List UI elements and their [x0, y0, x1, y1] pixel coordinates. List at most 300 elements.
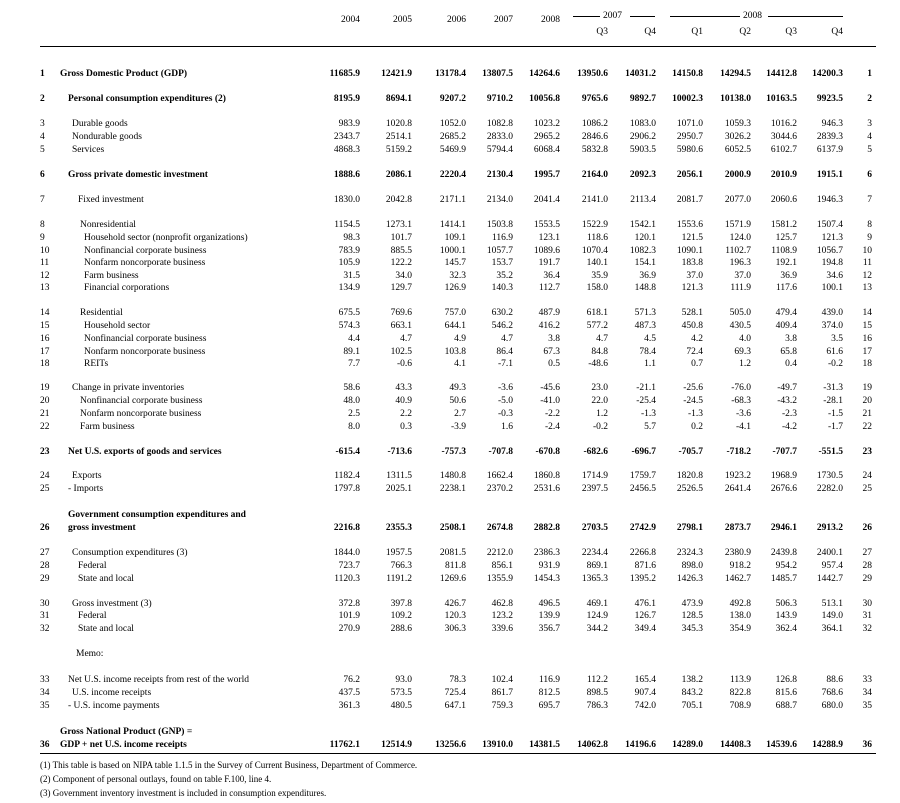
table-cell: 1052.0: [439, 119, 466, 129]
table-cell: 103.8: [444, 347, 466, 357]
table-cell: 14294.5: [720, 69, 751, 79]
table-cell: 822.8: [729, 688, 751, 698]
row-label: U.S. income receipts: [72, 688, 152, 698]
row-number: 27: [40, 548, 50, 558]
table-cell: 126.8: [775, 675, 797, 685]
table-cell: 573.5: [390, 688, 412, 698]
table-cell: 426.7: [444, 599, 466, 609]
table-cell: 11685.9: [329, 69, 360, 79]
table-cell: 577.2: [586, 321, 608, 331]
table-cell: 2113.4: [630, 195, 656, 205]
table-cell: 2514.1: [385, 132, 412, 142]
table-cell: 2882.8: [533, 523, 560, 533]
table-cell: 10056.8: [529, 94, 560, 104]
table-cell: 32.3: [449, 271, 466, 281]
table-cell: -3.6: [497, 383, 513, 393]
row-label: Government consumption expenditures and: [68, 510, 246, 520]
table-cell: 1182.4: [334, 471, 360, 481]
table-cell: 5469.9: [439, 145, 466, 155]
table-cell: 138.0: [729, 611, 751, 621]
table-cell: 856.1: [491, 561, 513, 571]
row-number: 29: [40, 574, 50, 584]
row-number-right: 11: [862, 258, 872, 268]
table-cell: 506.3: [775, 599, 797, 609]
table-cell: 8694.1: [385, 94, 412, 104]
table-cell: 1311.5: [386, 471, 412, 481]
table-cell: 4.7: [400, 334, 412, 344]
table-cell: 1820.8: [676, 471, 703, 481]
table-cell: 13950.6: [577, 69, 608, 79]
table-cell: 191.7: [538, 258, 560, 268]
table-cell: 372.8: [338, 599, 360, 609]
table-cell: 861.7: [491, 688, 513, 698]
row-label: Farm business: [80, 422, 135, 432]
table-cell: 2873.7: [724, 523, 751, 533]
table-cell: 1020.8: [385, 119, 412, 129]
footnote: (1) This table is based on NIPA table 1.1.5 in the Survey of Current Business, Department of Commerce.: [40, 760, 418, 770]
table-cell: 78.3: [449, 675, 466, 685]
table-cell: 2171.1: [439, 195, 466, 205]
table-cell: 2.2: [400, 409, 412, 419]
table-cell: 2343.7: [333, 132, 360, 142]
table-cell: 36.9: [780, 271, 797, 281]
table-cell: 128.5: [681, 611, 703, 621]
table-cell: 1.2: [739, 359, 751, 369]
table-cell: 88.6: [826, 675, 843, 685]
table-cell: 4.7: [596, 334, 608, 344]
table-cell: 1442.7: [816, 574, 843, 584]
table-cell: 13256.6: [435, 740, 466, 750]
row-number-right: 35: [862, 701, 872, 711]
table-cell: 7.7: [348, 359, 360, 369]
table-cell: -25.4: [636, 396, 656, 406]
row-label: Net U.S. income receipts from rest of the world: [68, 675, 249, 685]
table-cell: 102.5: [390, 347, 412, 357]
row-number: 23: [40, 447, 50, 457]
table-cell: 6102.7: [770, 145, 797, 155]
column-header: Q3: [785, 27, 797, 37]
table-cell: 12421.9: [381, 69, 412, 79]
table-cell: 898.5: [586, 688, 608, 698]
table-cell: 513.1: [821, 599, 843, 609]
table-cell: 3.8: [785, 334, 797, 344]
row-label: Financial corporations: [84, 283, 170, 293]
table-cell: 3044.6: [770, 132, 797, 142]
table-cell: 492.8: [729, 599, 751, 609]
table-cell: 479.4: [775, 308, 797, 318]
table-cell: 14200.3: [812, 69, 843, 79]
table-cell: 2238.1: [439, 484, 466, 494]
row-label: Change in private inventories: [72, 383, 185, 393]
row-number: 21: [40, 409, 50, 419]
table-cell: 2092.3: [629, 170, 656, 180]
table-cell: 1086.2: [581, 119, 608, 129]
table-cell: 487.9: [538, 308, 560, 318]
table-cell: 14408.3: [720, 740, 751, 750]
table-cell: -43.2: [777, 396, 797, 406]
table-cell: 1191.2: [386, 574, 412, 584]
table-cell: -25.6: [683, 383, 703, 393]
table-cell: 37.0: [686, 271, 703, 281]
table-cell: 2833.0: [486, 132, 513, 142]
table-cell: 43.3: [395, 383, 412, 393]
row-number: 31: [40, 611, 50, 621]
table-cell: 1480.8: [439, 471, 466, 481]
group-header-2008: 2008: [743, 11, 762, 21]
table-cell: 786.3: [586, 701, 608, 711]
table-cell: 5903.5: [629, 145, 656, 155]
table-cell: 3026.2: [724, 132, 751, 142]
table-cell: 4868.3: [333, 145, 360, 155]
table-cell: 450.8: [681, 321, 703, 331]
row-number-right: 32: [862, 624, 872, 634]
row-number-right: 22: [862, 422, 872, 432]
table-cell: 13807.5: [482, 69, 513, 79]
table-cell: 2380.9: [724, 548, 751, 558]
table-cell: 1070.4: [581, 246, 608, 256]
table-cell: 140.1: [586, 258, 608, 268]
table-cell: 72.4: [686, 347, 703, 357]
table-cell: 2282.0: [816, 484, 843, 494]
table-cell: 122.2: [390, 258, 412, 268]
table-cell: 1090.1: [676, 246, 703, 256]
table-cell: 1995.7: [533, 170, 560, 180]
table-cell: 907.4: [634, 688, 656, 698]
table-cell: 0.4: [785, 359, 797, 369]
table-cell: 1082.3: [629, 246, 656, 256]
table-cell: 14412.8: [766, 69, 797, 79]
table-cell: 9207.2: [439, 94, 466, 104]
table-cell: -1.5: [827, 409, 843, 419]
row-label: Nonfarm noncorporate business: [84, 258, 206, 268]
table-cell: 869.1: [586, 561, 608, 571]
table-cell: -2.3: [781, 409, 797, 419]
table-cell: 0.5: [548, 359, 560, 369]
table-cell: 695.7: [538, 701, 560, 711]
table-cell: 153.7: [491, 258, 513, 268]
column-header: 2004: [341, 15, 360, 25]
table-cell: 67.3: [543, 347, 560, 357]
table-cell: -670.8: [535, 447, 560, 457]
group-header-rule: [670, 16, 740, 17]
table-cell: 14062.8: [577, 740, 608, 750]
table-cell: 1581.2: [770, 220, 797, 230]
row-label: Nonfinancial corporate business: [84, 334, 207, 344]
table-cell: 688.7: [775, 701, 797, 711]
table-cell: 2130.4: [486, 170, 513, 180]
table-cell: 2086.1: [385, 170, 412, 180]
table-cell: 149.0: [821, 611, 843, 621]
table-cell: 723.7: [338, 561, 360, 571]
table-cell: 2798.1: [676, 523, 703, 533]
table-cell: 14288.9: [812, 740, 843, 750]
table-cell: 2.7: [454, 409, 466, 419]
table-cell: 344.2: [586, 624, 608, 634]
table-cell: 158.0: [586, 283, 608, 293]
table-cell: 1016.2: [770, 119, 797, 129]
table-cell: 1503.8: [486, 220, 513, 230]
table-cell: 4.7: [501, 334, 513, 344]
table-cell: 1414.1: [439, 220, 466, 230]
table-cell: 117.6: [775, 283, 797, 293]
table-cell: 2641.4: [724, 484, 751, 494]
table-cell: 983.9: [338, 119, 360, 129]
table-cell: 1426.3: [676, 574, 703, 584]
table-cell: 528.1: [681, 308, 703, 318]
table-cell: -3.9: [450, 422, 466, 432]
row-number: 30: [40, 599, 50, 609]
table-cell: 2526.5: [676, 484, 703, 494]
table-cell: 705.1: [681, 701, 703, 711]
table-cell: 112.2: [586, 675, 608, 685]
table-cell: 6052.5: [724, 145, 751, 155]
row-number-right: 24: [862, 471, 872, 481]
table-cell: 871.6: [634, 561, 656, 571]
table-cell: 2742.9: [629, 523, 656, 533]
row-number: 28: [40, 561, 50, 571]
row-number-right: 25: [862, 484, 872, 494]
row-number: 34: [40, 688, 50, 698]
table-cell: 1395.2: [629, 574, 656, 584]
table-cell: 154.1: [634, 258, 656, 268]
footer-rule: [40, 753, 876, 754]
table-cell: 121.3: [681, 283, 703, 293]
table-cell: 145.7: [444, 258, 466, 268]
table-cell: 10163.5: [766, 94, 797, 104]
table-cell: -49.7: [777, 383, 797, 393]
row-number: 10: [40, 246, 50, 256]
table-cell: 2946.1: [770, 523, 797, 533]
row-number-right: 7: [867, 195, 872, 205]
table-cell: -757.3: [441, 447, 466, 457]
table-cell: 14289.0: [672, 740, 703, 750]
table-cell: 36.4: [543, 271, 560, 281]
row-number: 32: [40, 624, 50, 634]
row-number-right: 26: [862, 523, 872, 533]
table-cell: 14196.6: [625, 740, 656, 750]
table-cell: 121.3: [821, 233, 843, 243]
table-cell: 1542.1: [629, 220, 656, 230]
row-number: 3: [40, 119, 45, 129]
table-cell: 1507.4: [816, 220, 843, 230]
table-cell: 138.2: [681, 675, 703, 685]
table-cell: 123.1: [538, 233, 560, 243]
table-cell: 362.4: [775, 624, 797, 634]
table-cell: 349.4: [634, 624, 656, 634]
table-cell: 1946.3: [816, 195, 843, 205]
table-cell: 2950.7: [676, 132, 703, 142]
table-cell: 1154.5: [334, 220, 360, 230]
table-cell: 101.9: [338, 611, 360, 621]
table-cell: 4.9: [454, 334, 466, 344]
table-cell: 120.3: [444, 611, 466, 621]
column-header: Q4: [644, 27, 656, 37]
row-label: Exports: [72, 471, 102, 481]
table-cell: 2531.6: [533, 484, 560, 494]
table-cell: 2220.4: [439, 170, 466, 180]
group-header-2007: 2007: [603, 11, 622, 21]
row-label: Household sector (nonprofit organizations): [84, 233, 248, 243]
column-header: 2005: [393, 15, 412, 25]
table-cell: 1102.7: [725, 246, 751, 256]
table-cell: 476.1: [634, 599, 656, 609]
table-cell: -0.3: [497, 409, 513, 419]
row-number: 36: [40, 740, 50, 750]
table-cell: 2676.6: [770, 484, 797, 494]
table-cell: 14539.6: [766, 740, 797, 750]
row-label: Household sector: [84, 321, 151, 331]
table-cell: -4.1: [735, 422, 751, 432]
table-cell: 148.8: [634, 283, 656, 293]
table-cell: 473.9: [681, 599, 703, 609]
table-cell: 109.1: [444, 233, 466, 243]
table-cell: -28.1: [823, 396, 843, 406]
row-number-right: 4: [867, 132, 872, 142]
table-cell: 5794.4: [486, 145, 513, 155]
table-cell: 430.5: [729, 321, 751, 331]
table-cell: -0.2: [592, 422, 608, 432]
table-cell: 759.3: [491, 701, 513, 711]
row-label: Nondurable goods: [72, 132, 142, 142]
table-cell: 6068.4: [533, 145, 560, 155]
table-cell: 480.5: [390, 701, 412, 711]
table-cell: 361.3: [338, 701, 360, 711]
table-cell: -45.6: [540, 383, 560, 393]
row-number-right: 36: [862, 740, 872, 750]
table-cell: 416.2: [538, 321, 560, 331]
row-number: 18: [40, 359, 50, 369]
table-cell: 40.9: [395, 396, 412, 406]
table-cell: 957.4: [821, 561, 843, 571]
table-cell: 118.6: [586, 233, 608, 243]
table-cell: 165.4: [634, 675, 656, 685]
table-cell: 496.5: [538, 599, 560, 609]
table-cell: 918.2: [729, 561, 751, 571]
table-cell: 12514.9: [381, 740, 412, 750]
table-cell: 439.0: [821, 308, 843, 318]
table-cell: 13178.4: [435, 69, 466, 79]
row-number: 11: [40, 258, 50, 268]
table-cell: 1000.1: [439, 246, 466, 256]
row-label: Gross private domestic investment: [68, 170, 208, 180]
row-number-right: 29: [862, 574, 872, 584]
table-cell: 1089.6: [533, 246, 560, 256]
table-cell: 14381.5: [529, 740, 560, 750]
table-cell: 183.8: [681, 258, 703, 268]
table-cell: 34.0: [395, 271, 412, 281]
row-number-right: 14: [862, 308, 872, 318]
table-cell: 1553.5: [533, 220, 560, 230]
row-number: 14: [40, 308, 50, 318]
table-cell: 4.1: [454, 359, 466, 369]
table-cell: -551.5: [818, 447, 843, 457]
row-label: State and local: [78, 574, 134, 584]
row-label: Net U.S. exports of goods and services: [68, 447, 222, 457]
table-cell: 766.3: [390, 561, 412, 571]
table-cell: 2508.1: [439, 523, 466, 533]
table-cell: 1056.7: [816, 246, 843, 256]
memo-label: Memo:: [76, 649, 104, 659]
table-cell: 2965.2: [533, 132, 560, 142]
table-cell: -24.5: [683, 396, 703, 406]
table-cell: 139.9: [538, 611, 560, 621]
table-cell: 812.5: [538, 688, 560, 698]
table-cell: 1923.2: [724, 471, 751, 481]
table-cell: 374.0: [821, 321, 843, 331]
row-number-right: 34: [862, 688, 872, 698]
table-cell: 2400.1: [816, 548, 843, 558]
table-cell: 487.3: [634, 321, 656, 331]
table-cell: 0.2: [691, 422, 703, 432]
table-cell: -713.6: [387, 447, 412, 457]
row-label: Federal: [78, 561, 107, 571]
row-number: 24: [40, 471, 50, 481]
table-cell: 2324.3: [676, 548, 703, 558]
table-cell: 2397.5: [581, 484, 608, 494]
row-label: Gross Domestic Product (GDP): [60, 69, 188, 79]
table-cell: 1454.3: [533, 574, 560, 584]
row-number-right: 30: [862, 599, 872, 609]
table-cell: -707.7: [772, 447, 797, 457]
table-cell: 9710.2: [486, 94, 513, 104]
row-number-right: 10: [862, 246, 872, 256]
table-cell: 126.9: [444, 283, 466, 293]
row-label: - U.S. income payments: [68, 701, 160, 711]
table-cell: -68.3: [731, 396, 751, 406]
table-cell: 36.9: [639, 271, 656, 281]
table-cell: 22.0: [591, 396, 608, 406]
row-number-right: 28: [862, 561, 872, 571]
table-cell: 1860.8: [533, 471, 560, 481]
table-cell: 1.2: [596, 409, 608, 419]
table-cell: 1915.1: [816, 170, 843, 180]
row-number-right: 17: [862, 347, 872, 357]
row-number: 22: [40, 422, 50, 432]
row-number: 6: [40, 170, 45, 180]
table-cell: 109.2: [390, 611, 412, 621]
table-cell: -0.6: [396, 359, 412, 369]
table-cell: 2703.5: [581, 523, 608, 533]
table-cell: 125.7: [775, 233, 797, 243]
table-cell: 354.9: [729, 624, 751, 634]
column-header: 2006: [447, 15, 466, 25]
row-label: REITs: [84, 359, 109, 369]
table-cell: 120.1: [634, 233, 656, 243]
table-cell: 644.1: [444, 321, 466, 331]
table-cell: 23.0: [591, 383, 608, 393]
table-cell: 1714.9: [581, 471, 608, 481]
table-cell: 2216.8: [333, 523, 360, 533]
table-cell: -718.2: [726, 447, 751, 457]
row-label: Nonfinancial corporate business: [84, 246, 207, 256]
table-cell: 356.7: [538, 624, 560, 634]
table-cell: 124.9: [586, 611, 608, 621]
table-cell: -615.4: [335, 447, 360, 457]
row-number: 1: [40, 69, 45, 79]
table-cell: 93.0: [395, 675, 412, 685]
row-label: Personal consumption expenditures (2): [68, 94, 226, 104]
table-cell: 2906.2: [629, 132, 656, 142]
column-header: 2007: [494, 15, 513, 25]
table-cell: 1553.6: [676, 220, 703, 230]
row-label: Residential: [80, 308, 123, 318]
row-label: Nonfarm noncorporate business: [84, 347, 206, 357]
row-label: Gross National Product (GNP) =: [60, 727, 193, 737]
table-cell: -48.6: [588, 359, 608, 369]
table-cell: -0.2: [827, 359, 843, 369]
table-cell: -705.7: [678, 447, 703, 457]
table-cell: -696.7: [631, 447, 656, 457]
